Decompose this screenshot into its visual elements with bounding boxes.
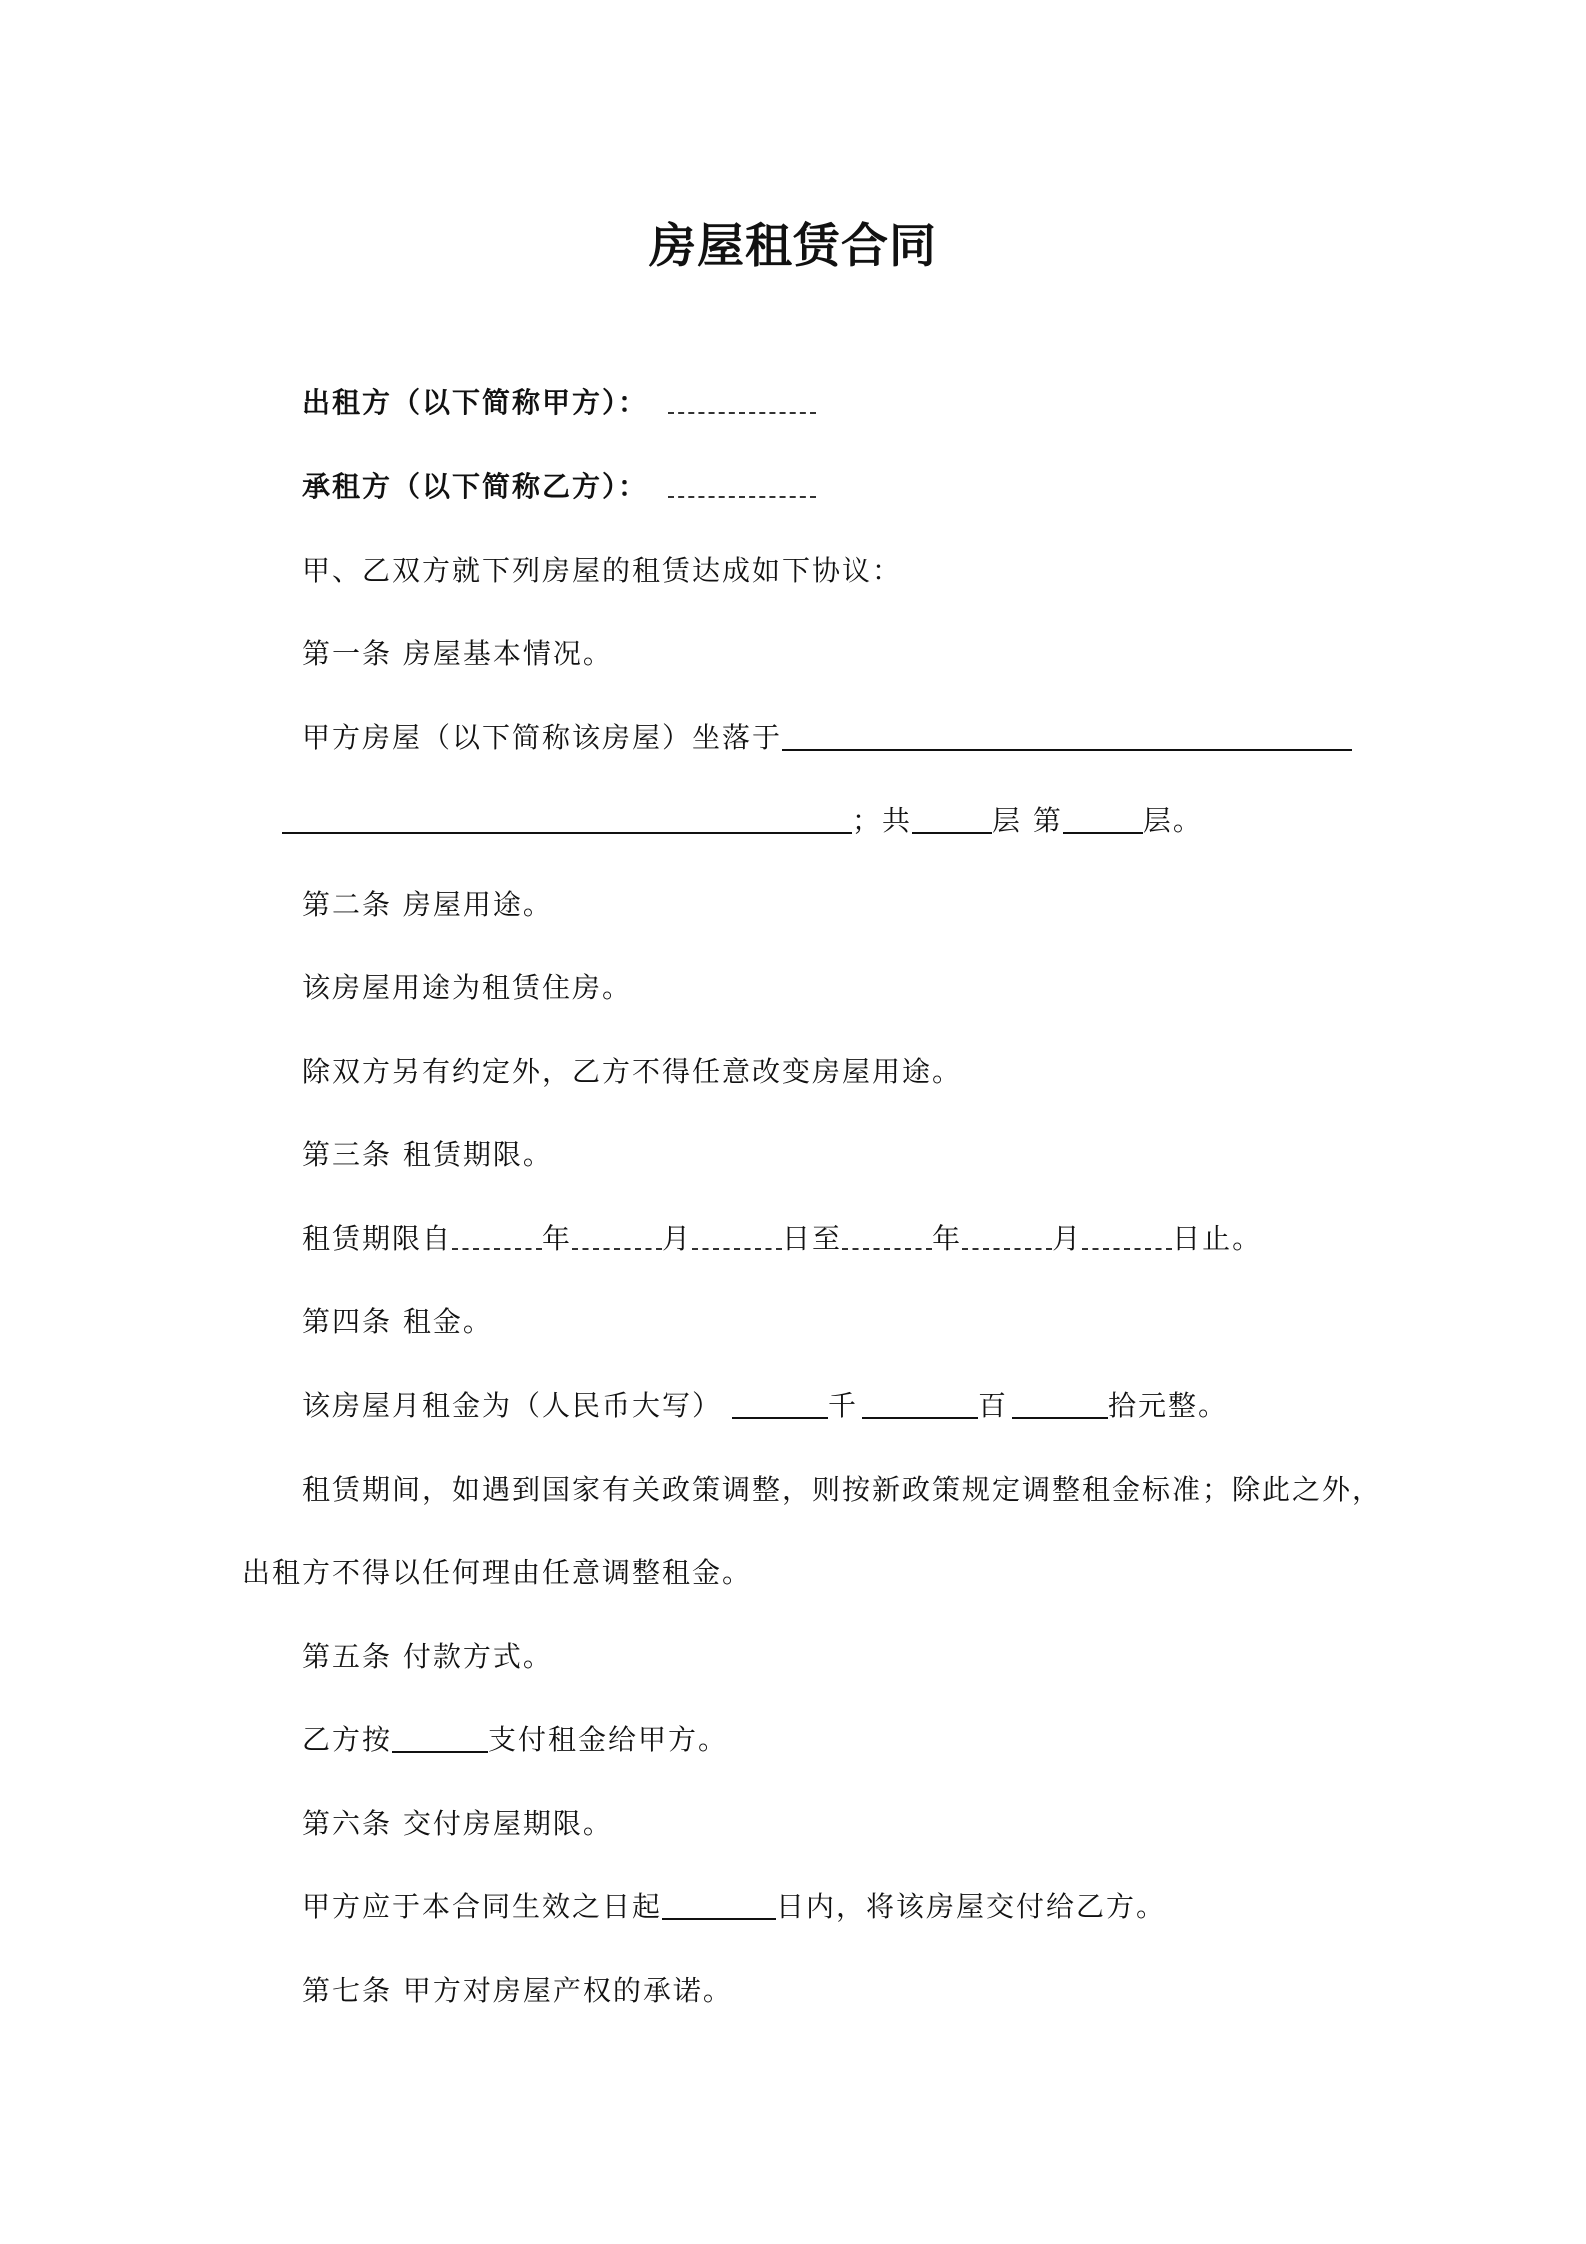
end-day-blank [1082, 1224, 1172, 1250]
end-year-blank [842, 1224, 932, 1250]
rent-text-1: 该房屋月租金为（人民币大写） [302, 1389, 723, 1422]
rent-text-3: 百 [978, 1389, 1009, 1422]
location-blank-1 [782, 719, 1352, 751]
start-month-blank [572, 1224, 662, 1250]
start-year-blank [452, 1224, 542, 1250]
rent-thousands-blank [732, 1387, 828, 1419]
article-2-paragraph-1: 该房屋用途为租赁住房。 [302, 971, 633, 1004]
article-1-location-line [302, 718, 1352, 758]
floor-text-1: ；共 [852, 804, 913, 837]
article-1-floor-line [282, 801, 1203, 841]
rent-hundreds-blank [862, 1387, 978, 1419]
delivery-text-2: 日内，将该房屋交付给乙方。 [776, 1890, 1167, 1923]
delivery-text-1: 甲方应于本合同生效之日起 [302, 1890, 663, 1923]
floor-text-2: 层 第 [992, 804, 1063, 837]
article-7-heading: 第七条 甲方对房屋产权的承诺。 [302, 1974, 733, 2007]
lessee-label: 承租方（以下简称乙方）： [302, 470, 649, 503]
payment-method-blank [392, 1721, 488, 1753]
intro-paragraph: 甲、乙双方就下列房屋的租赁达成如下协议： [302, 554, 903, 587]
article-4-paragraph-2-line-2: 出租方不得以任何理由任意调整租金。 [242, 1556, 753, 1589]
article-4-rent-line [302, 1386, 1228, 1426]
end-month-blank [962, 1224, 1052, 1250]
term-text-2: 年 [542, 1222, 573, 1255]
lessee-blank [668, 472, 816, 498]
payment-text-2: 支付租金给甲方。 [488, 1723, 729, 1756]
floor-number-blank [1063, 802, 1143, 834]
term-text-6: 月 [1052, 1222, 1083, 1255]
lessor-blank [668, 388, 816, 414]
article-4-heading: 第四条 租金。 [302, 1305, 493, 1338]
rent-tens-blank [1012, 1387, 1108, 1419]
location-blank-2 [282, 802, 852, 834]
rent-text-2: 千 [828, 1389, 859, 1422]
total-floors-blank [912, 802, 992, 834]
article-6-delivery-line [302, 1887, 1166, 1927]
article-3-term-line [302, 1219, 1262, 1259]
article-4-paragraph-2-line-1: 租赁期间，如遇到国家有关政策调整，则按新政策规定调整租金标准；除此之外， [302, 1473, 1383, 1506]
term-text-3: 月 [662, 1222, 693, 1255]
term-text-4: 日至 [782, 1222, 843, 1255]
article-3-heading: 第三条 租赁期限。 [302, 1138, 553, 1171]
article-2-heading: 第二条 房屋用途。 [302, 888, 553, 921]
term-text-5: 年 [932, 1222, 963, 1255]
term-text-7: 日止。 [1172, 1222, 1263, 1255]
article-2-paragraph-2: 除双方另有约定外，乙方不得任意改变房屋用途。 [302, 1055, 963, 1088]
document-title: 房屋租赁合同 [649, 219, 937, 274]
delivery-days-blank [662, 1888, 776, 1920]
article-5-heading: 第五条 付款方式。 [302, 1640, 553, 1673]
article-6-heading: 第六条 交付房屋期限。 [302, 1807, 613, 1840]
article-5-payment-line [302, 1720, 728, 1760]
article-1-heading: 第一条 房屋基本情况。 [302, 637, 613, 670]
start-day-blank [692, 1224, 782, 1250]
term-text-1: 租赁期限自 [302, 1222, 453, 1255]
floor-text-3: 层。 [1142, 804, 1203, 837]
lessee-line [302, 467, 816, 507]
payment-text-1: 乙方按 [302, 1723, 393, 1756]
location-label: 甲方房屋（以下简称该房屋）坐落于 [302, 721, 783, 754]
lessor-label: 出租方（以下简称甲方）： [302, 386, 649, 419]
rent-text-4: 拾元整。 [1108, 1389, 1229, 1422]
lessor-line [302, 383, 816, 423]
